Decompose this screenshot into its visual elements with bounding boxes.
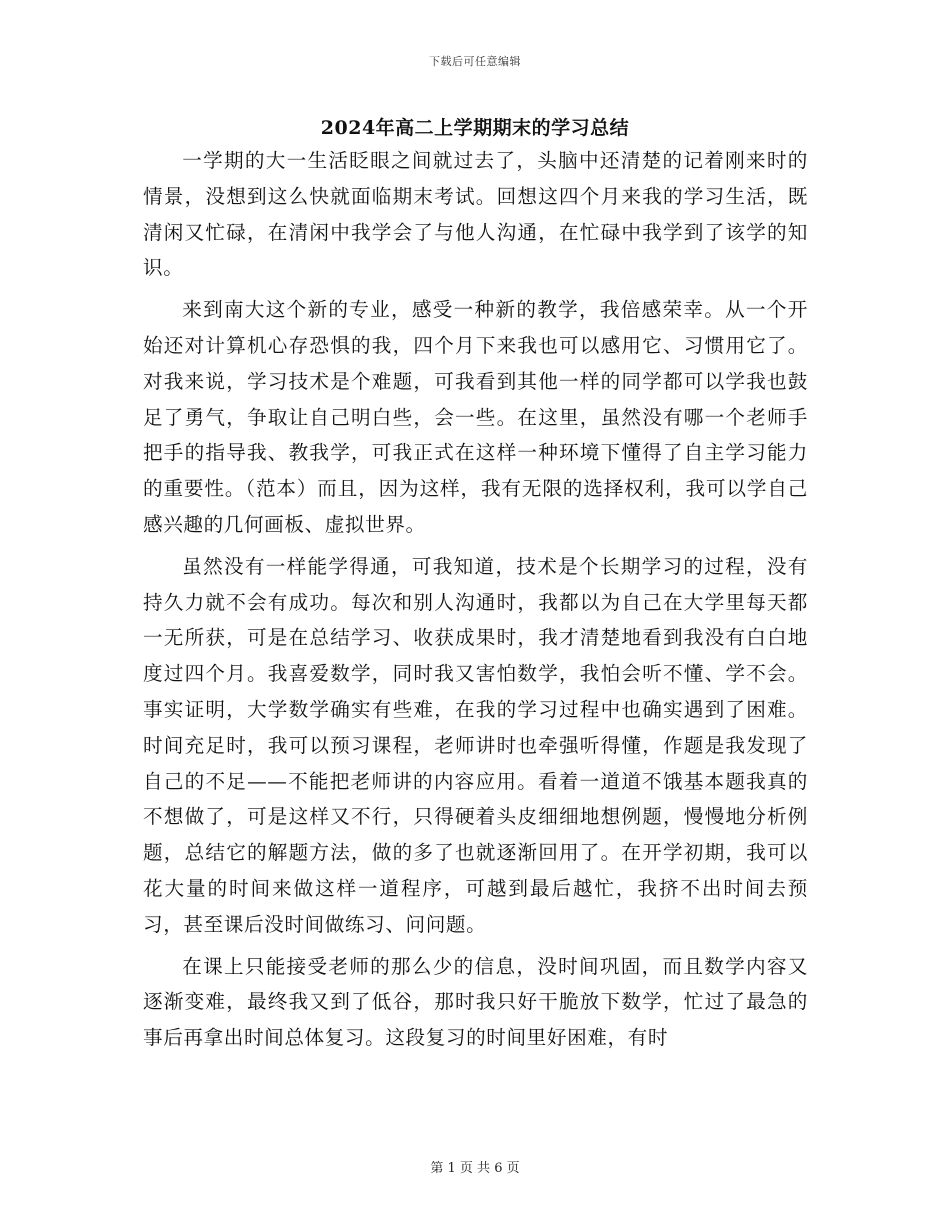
paragraph: 来到南大这个新的专业，感受一种新的教学，我倍感荣幸。从一个开始还对计算机心存恐惧的我，四个月下来我也可以感用它、习惯用它了。对我来说，学习技术是个难题，可我看到其他一样的同学都可以学我也鼓足了勇气，争取让自己明白些，会一些。在这里，虽然没有哪一个老师手把手的指导我、教我学，可我正式在这样一种环境下懂得了自主学习能力的重要性。（范本）而且，因为这样，我有无限的选择权利，我可以学自己感兴趣的几何画板、虚拟世界。 [143,298,808,536]
header-note: 下载后可任意编辑 [429,55,521,68]
paragraph: 一学期的大一生活眨眼之间就过去了，头脑中还清楚的记着刚来时的情景，没想到这么快就面临期末考试。回想这四个月来我的学习生活，既清闲又忙碌，在清闲中我学会了与他人沟通，在忙碌中我学到了该学的知识。 [143,149,808,280]
paragraph: 虽然没有一样能学得通，可我知道，技术是个长期学习的过程，没有持久力就不会有成功。每次和别人沟通时，我都以为自己在大学里每天都一无所获，可是在总结学习、收获成果时，我才清楚地看到我没有白白地度过四个月。我喜爱数学，同时我又害怕数学，我怕会听不懂、学不会。事实证明，大学数学确实有些难，在我的学习过程中也确实遇到了困难。时间充足时，我可以预习课程，老师讲时也牵强听得懂，作题是我发现了自己的不足——不能把老师讲的内容应用。看着一道道不饿基本题我真的不想做了，可是这样又不行，只得硬着头皮细细地想例题，慢慢地分析例题，总结它的解题方法，做的多了也就逐渐回用了。在开学初期，我可以花大量的时间来做这样一道程序，可越到最后越忙，我挤不出时间去预习，甚至课后没时间做练习、问问题。 [143,554,808,936]
paragraph: 在课上只能接受老师的那么少的信息，没时间巩固，而且数学内容又逐渐变难，最终我又到了低谷，那时我只好干脆放下数学，忙过了最急的事后再拿出时间总体复习。这段复习的时间里好困难，有时 [143,954,808,1050]
document-body [143,143,808,1062]
page-footer: 第 1 页 共 6 页 [430,1161,520,1176]
document-title: 2024年高二上学期期末的学习总结 [320,117,630,139]
